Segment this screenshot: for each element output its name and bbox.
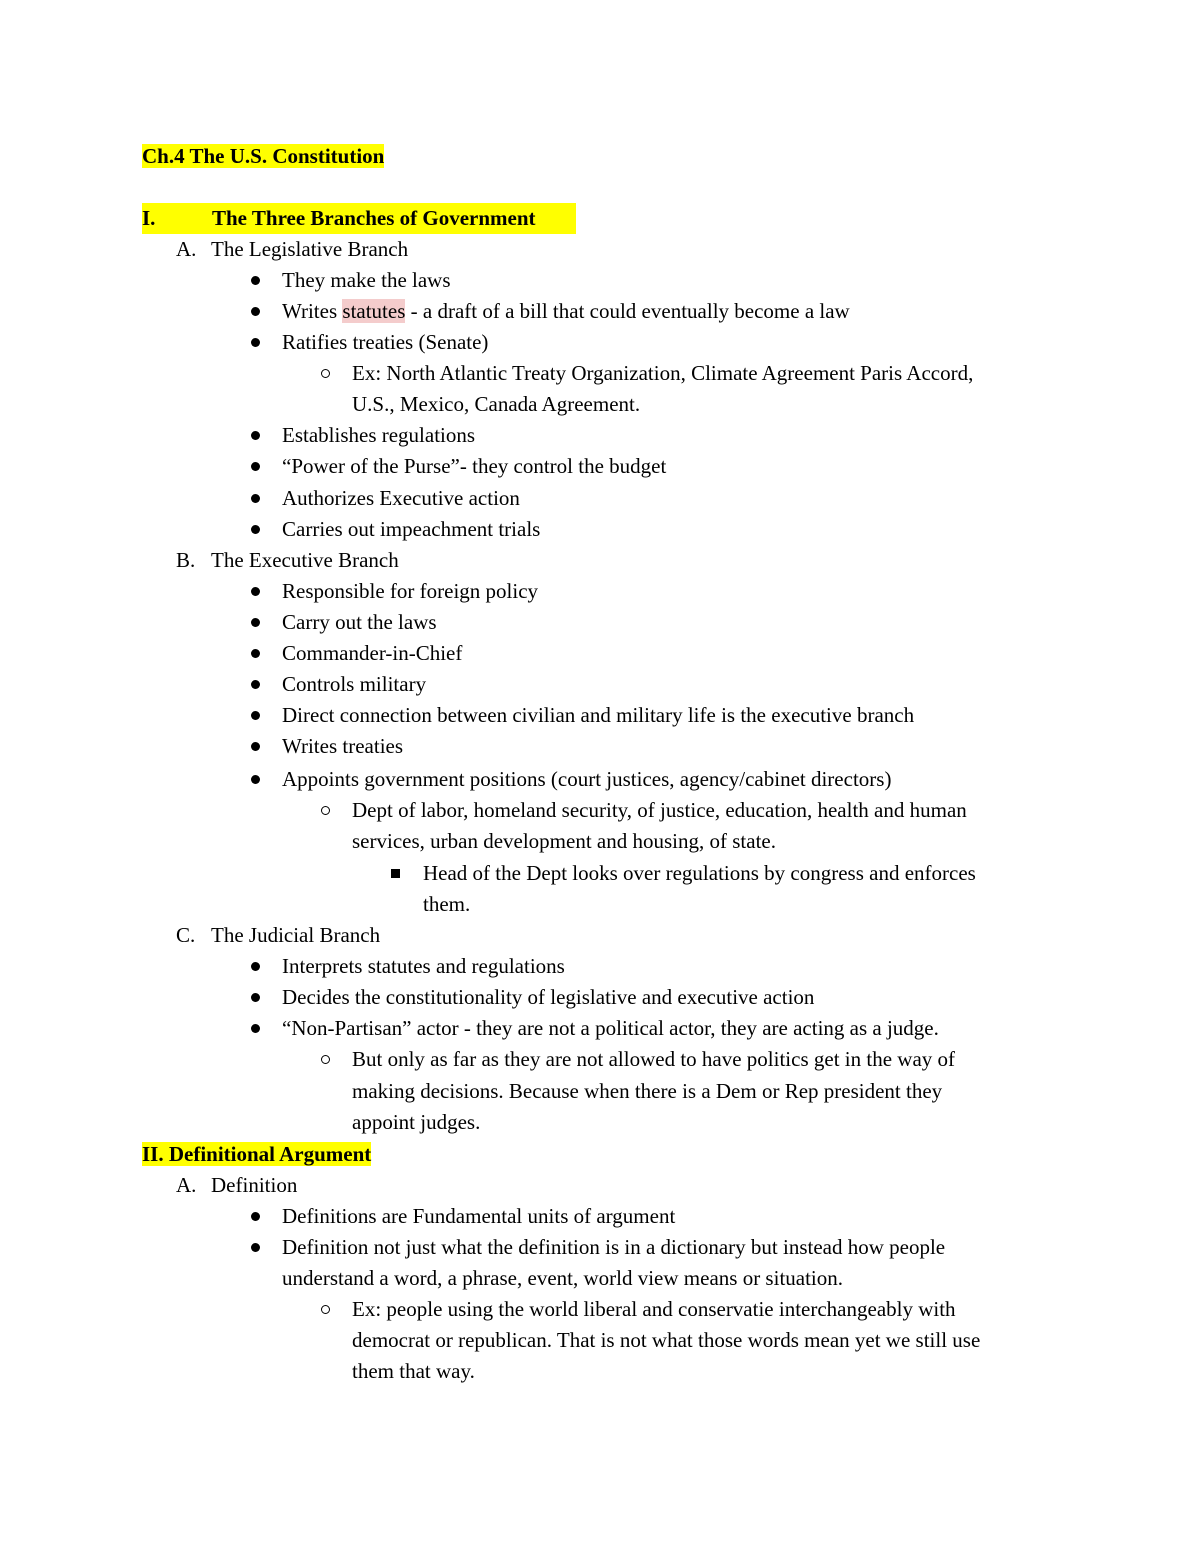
bullet-dot-icon [251,680,260,689]
list-item-continuation: appoint judges. [352,1110,481,1134]
list-item-continuation: understand a word, a phrase, event, world view means or situation. [282,1266,844,1290]
list-item-continuation: democrat or republican. That is not what those words mean yet we still use [352,1328,981,1352]
bullet-dot-icon [251,307,260,316]
list-item: Authorizes Executive action [282,486,520,510]
list-item: “Power of the Purse”- they control the budget [282,454,667,478]
list-item: Ex: people using the world liberal and conservatie interchangeably with [352,1297,956,1321]
list-item: Responsible for foreign policy [282,579,539,603]
list-item-continuation: them. [423,892,471,916]
subsection-c-marker: C. [176,923,196,947]
bullet-dot-icon [251,525,260,534]
subsection-b-label: The Executive Branch [211,548,399,572]
bullet-dot-icon [251,587,260,596]
list-item: Definition not just what the definition is in a dictionary but instead how people [282,1235,946,1259]
bullet-circle-icon [321,1055,330,1064]
document-title [142,141,384,172]
bullet-square-icon [391,869,400,878]
subsection-c-label: The Judicial Branch [211,923,381,947]
bullet-dot-icon [251,962,260,971]
list-item: Carry out the laws [282,610,437,634]
bullet-dot-icon [251,618,260,627]
bullet-dot-icon [251,742,260,751]
bullet-dot-icon [251,1212,260,1221]
bullet-circle-icon [321,806,330,815]
list-item: Carries out impeachment trials [282,517,541,541]
list-item-continuation: them that way. [352,1359,475,1383]
list-item: “Non-Partisan” actor - they are not a political actor, they are acting as a judge. [282,1016,939,1040]
list-item: Definitions are Fundamental units of argument [282,1204,676,1228]
subsection-a-marker: A. [176,1173,197,1197]
statutes-highlight: statutes [342,299,406,323]
bullet-dot-icon [251,993,260,1002]
bullet-circle-icon [321,369,330,378]
bullet-dot-icon [251,649,260,658]
list-item: Dept of labor, homeland security, of justice, education, health and human [352,798,967,822]
list-item: Establishes regulations [282,423,476,447]
list-item: Decides the constitutionality of legislative and executive action [282,985,815,1009]
title-text: Ch.4 The U.S. Constitution [142,144,385,168]
list-item-continuation: making decisions. Because when there is a Dem or Rep president they [352,1079,943,1103]
list-item: Writes treaties [282,734,404,758]
list-item-continuation: services, urban development and housing, of state. [352,829,776,853]
list-item: They make the laws [282,268,451,292]
list-item: But only as far as they are not allowed to have politics get in the way of [352,1047,956,1071]
bullet-dot-icon [251,711,260,720]
bullet-dot-icon [251,775,260,784]
list-item: Controls military [282,672,427,696]
section-2-heading [142,1139,371,1170]
list-item: Ratifies treaties (Senate) [282,330,489,354]
bullet-dot-icon [251,338,260,347]
section-1-numeral: I. [142,206,156,230]
bullet-dot-icon [251,1024,260,1033]
list-item: Appoints government positions (court justices, agency/cabinet directors) [282,767,892,791]
bullet-dot-icon [251,494,260,503]
list-item: Interprets statutes and regulations [282,954,565,978]
list-item: Commander-in-Chief [282,641,463,665]
list-item: Ex: North Atlantic Treaty Organization, Climate Agreement Paris Accord, [352,361,974,385]
list-item-text: - a draft of a bill that could eventually become a law [405,299,850,323]
list-item-text: Writes [282,299,343,323]
list-item: Direct connection between civilian and military life is the executive branch [282,703,915,727]
subsection-b-marker: B. [176,548,196,572]
section-2-title: II. Definitional Argument [142,1142,372,1166]
subsection-a-label: Definition [211,1173,298,1197]
bullet-dot-icon [251,431,260,440]
section-1-title: The Three Branches of Government [212,206,536,230]
list-item [282,296,850,327]
list-item-continuation: U.S., Mexico, Canada Agreement. [352,392,641,416]
subsection-a-marker: A. [176,237,197,261]
section-1-heading [142,203,576,234]
section-1-heading-highlight [142,203,576,234]
bullet-circle-icon [321,1305,330,1314]
subsection-a-label: The Legislative Branch [211,237,409,261]
list-item: Head of the Dept looks over regulations by congress and enforces [423,861,976,885]
bullet-dot-icon [251,462,260,471]
bullet-dot-icon [251,1243,260,1252]
bullet-dot-icon [251,276,260,285]
